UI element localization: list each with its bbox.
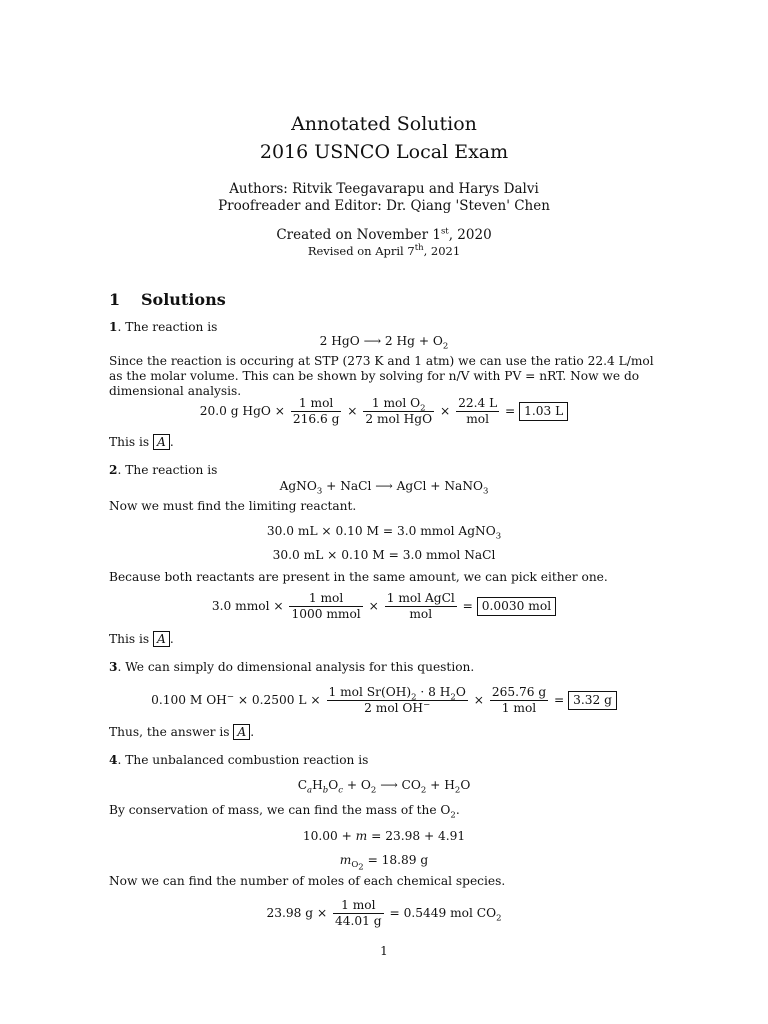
created-date: Created on November 1st, 2020: [276, 226, 492, 243]
choice-box-3: A: [233, 724, 250, 740]
problem-1-paragraph: Since the reaction is occuring at STP (273 K and 1 atm) we can use the ratio 22.4 L/mol as the molar volume. This can be shown by solving for n/V with PV = nRT. Now we do dimensional analysis.: [109, 354, 654, 398]
section-heading: 1 Solutions: [109, 290, 226, 309]
answer-box-2: 0.0030 mol: [477, 597, 556, 616]
problem-2-paragraph-1: Now we must find the limiting reactant.: [109, 499, 357, 513]
equation-2-nacl: 30.0 mL × 0.10 M = 3.0 mmol NaCl: [272, 548, 496, 562]
answer-box-3: 3.32 g: [568, 691, 617, 710]
equation-2-agno3: 30.0 mL × 0.10 M = 3.0 mmol AgNO$_3$: [266, 524, 502, 542]
equation-4-mass-balance: 10.00 + m = 23.98 + 4.91: [302, 829, 466, 843]
equation-2-dimensional: 3.0 mmol × $\frac{\text{1 mol}}{\text{1000 mmol}}$ × $\frac{\text{1 mol AgCl}}{\text{mol}}$ = 0.0030 mol: [0, 591, 768, 622]
problem-4-paragraph-1: By conservation of mass, we can find the mass of the $O_2$.: [109, 803, 460, 821]
equation-3-dimensional: 0.100 M OH− × 0.2500 L × $\frac{1 mol Sr(OH)_2 \cdot 8 H_2O}{2 mol OH^-}$ × $\frac{265.76 g}{\text{1 mol}}$ = 3.32 g: [0, 685, 768, 716]
doc-subtitle: 2016 USNCO Local Exam: [259, 141, 509, 163]
problem-4-intro: 4. The unbalanced combustion reaction is: [109, 753, 369, 767]
equation-4-combustion: $C_aH_bO_c + O_2$ ⟶ $CO_2 + H_2O$: [297, 778, 471, 796]
problem-2-paragraph-2: Because both reactants are present in the same amount, we can pick either one.: [109, 570, 608, 584]
problem-1-conclusion: This is A .: [109, 435, 174, 449]
editor: Proofreader and Editor: Dr. Qiang 'Steven' Chen: [218, 198, 550, 214]
answer-box-1: 1.03 L: [519, 402, 568, 421]
equation-2-reaction: AgNO$_3$ + NaCl ⟶ AgCl + NaNO$_3$: [279, 479, 489, 497]
problem-2-conclusion: This is A .: [109, 632, 174, 646]
equation-4-o2-mass: $m_{O_2} = 18.89$ g: [339, 853, 429, 874]
revised-date: Revised on April 7th, 2021: [307, 243, 461, 258]
choice-box-2: A: [153, 631, 170, 647]
problem-3-conclusion: Thus, the answer is A .: [109, 725, 255, 739]
doc-title: Annotated Solution: [291, 113, 477, 135]
equation-1-reaction: 2 HgO ⟶ 2 $Hg + O_2$: [319, 334, 449, 352]
problem-4-paragraph-2: Now we can find the number of moles of each chemical species.: [109, 874, 506, 888]
equation-1-dimensional: 20.0 g HgO × $\frac{\text{1 mol}}{216.6 g}$ × $\frac{1 mol O_2}{\text{2 mol HgO}}$ × $\frac{22.4 L}{\text{mol}}$ = 1.03 L: [0, 396, 768, 427]
choice-box-1: A: [153, 434, 170, 450]
problem-1-intro: 1. The reaction is: [109, 320, 218, 334]
page-number: 1: [380, 944, 388, 958]
authors: Authors: Ritvik Teegavarapu and Harys Dalvi: [229, 181, 539, 197]
equation-4-co2-moles: 23.98 g × $\frac{\text{1 mol}}{44.01 g}$ = 0.5449 mol $CO_2$: [266, 898, 502, 928]
problem-2-intro: 2. The reaction is: [109, 463, 218, 477]
problem-3-intro: 3. We can simply do dimensional analysis for this question.: [109, 660, 475, 674]
